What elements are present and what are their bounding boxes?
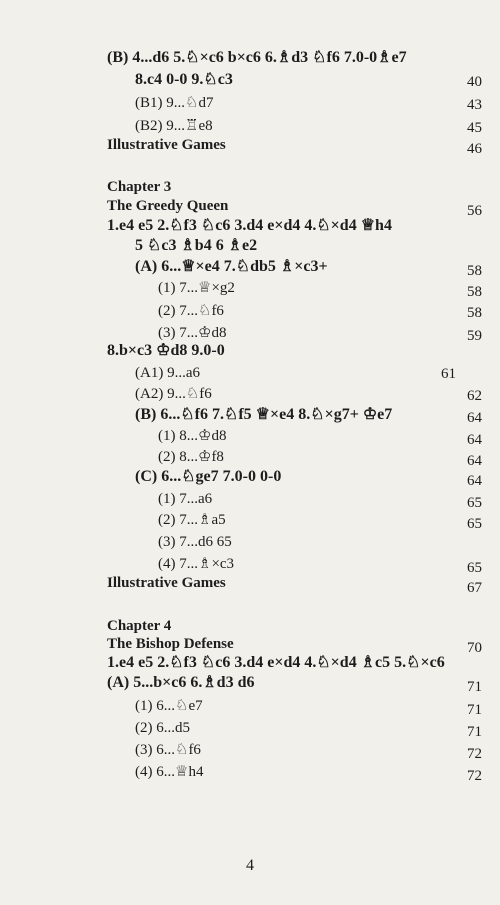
toc-entry-ch3t: The Greedy Queen: [107, 198, 229, 214]
toc-entry-m1: 1.e4 e5 2.♘f3 ♘c6 3.d4 e×d4 4.♘×d4 ♗c5 5.♘×c6: [107, 654, 445, 671]
toc-entry-l2: 5 ♘c3 ♗b4 6 ♗e2: [135, 237, 258, 254]
toc-page-number-bb1: 64: [467, 432, 482, 448]
toc-entry-ch4: Chapter 4: [107, 618, 172, 634]
toc-entry-l1: 1.e4 e5 2.♘f3 ♘c6 3.d4 e×d4 4.♘×d4 ♕h4: [107, 217, 392, 234]
toc-entry-cc1: (1) 7...a6: [158, 491, 213, 507]
toc-page-number-bb: 64: [467, 410, 482, 426]
toc-page-number-a3: 59: [467, 328, 482, 344]
toc-entry-bb1: (1) 8...♔d8: [158, 428, 227, 444]
toc-page-number-cc4: 65: [467, 560, 482, 576]
toc-entry-bb: (B) 6...♘f6 7.♘f5 ♕×e4 8.♘×g7+ ♔e7: [135, 406, 393, 423]
toc-page-number-b1c: 40: [467, 74, 482, 90]
toc-entry-ma: (A) 5...b×c6 6.♗d3 d6: [107, 674, 255, 691]
toc-page-number-bb2: 64: [467, 453, 482, 469]
toc-entry-a: (A) 6...♕×e4 7.♘db5 ♗×c3+: [135, 258, 328, 275]
toc-page-number-aa2: 62: [467, 388, 482, 404]
toc-page-number-b1s1: 43: [467, 97, 482, 113]
toc-page-number-a2: 58: [467, 305, 482, 321]
toc-page-number-cc1: 65: [467, 495, 482, 511]
toc-page-number-ma: 71: [467, 679, 482, 695]
toc-page-number-ch4t: 70: [467, 640, 482, 656]
footer-page-number: 4: [246, 857, 254, 874]
toc-entry-cc4: (4) 7...♗×c3: [158, 556, 235, 572]
toc-entry-b1c: 8.c4 0-0 9.♘c3: [135, 71, 233, 88]
toc-page-number-a1: 58: [467, 284, 482, 300]
toc-page-number-ma4: 72: [467, 768, 482, 784]
toc-entry-b1: (B) 4...d6 5.♘×c6 b×c6 6.♗d3 ♘f6 7.0-0♗e7: [107, 49, 407, 66]
toc-entry-a3: (3) 7...♔d8: [158, 325, 227, 341]
toc-page-number-ch3t: 56: [467, 203, 482, 219]
toc-entry-a1: (1) 7...♕×g2: [158, 280, 235, 296]
toc-page-number-ma2: 71: [467, 724, 482, 740]
toc-entry-cc: (C) 6...♘ge7 7.0-0 0-0: [135, 468, 282, 485]
toc-entry-ma2: (2) 6...d5: [135, 720, 190, 736]
toc-entry-ma1: (1) 6...♘e7: [135, 698, 203, 714]
toc-page-number-b1s2: 45: [467, 120, 482, 136]
toc-page-number-ig2: 67: [467, 580, 482, 596]
toc-page-number-cc2: 65: [467, 516, 482, 532]
toc-entry-a2: (2) 7...♘f6: [158, 303, 224, 319]
toc-page-number-a: 58: [467, 263, 482, 279]
toc-entry-b1s1: (B1) 9...♘d7: [135, 95, 214, 111]
toc-entry-ig2: Illustrative Games: [107, 575, 226, 591]
toc-entry-ma3: (3) 6...♘f6: [135, 742, 201, 758]
toc-entry-bb2: (2) 8...♔f8: [158, 449, 224, 465]
toc-entry-ig1: Illustrative Games: [107, 137, 226, 153]
toc-entry-ch3: Chapter 3: [107, 179, 172, 195]
toc-entry-aa1: (A1) 9...a6: [135, 365, 200, 381]
toc-page-number-ig1: 46: [467, 141, 482, 157]
toc-page-number-ma1: 71: [467, 702, 482, 718]
toc-page-number-aa1: 61: [441, 366, 456, 382]
toc-page-number-cc: 64: [467, 473, 482, 489]
toc-page-number-ma3: 72: [467, 746, 482, 762]
toc-entry-cc2: (2) 7...♗a5: [158, 512, 226, 528]
toc-entry-aa2: (A2) 9...♘f6: [135, 386, 212, 402]
toc-entry-cc3: (3) 7...d6 65: [158, 534, 232, 550]
toc-entry-ma4: (4) 6...♕h4: [135, 764, 204, 780]
toc-entry-l3: 8.b×c3 ♔d8 9.0-0: [107, 342, 225, 359]
toc-entry-ch4t: The Bishop Defense: [107, 636, 234, 652]
toc-entry-b1s2: (B2) 9...♖e8: [135, 118, 213, 134]
